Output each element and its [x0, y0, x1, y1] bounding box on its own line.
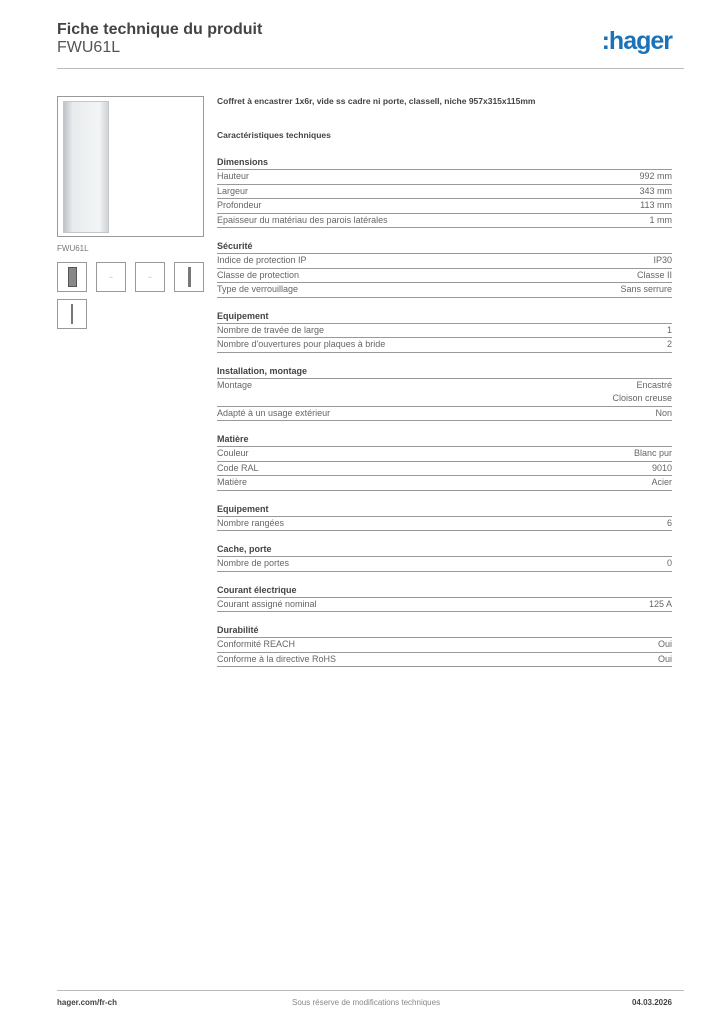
spec-label: Type de verrouillage [217, 284, 299, 294]
spec-value: 113 mm [640, 200, 672, 210]
spec-label: Adapté à un usage extérieur [217, 407, 331, 418]
spec-value: Classe II [636, 269, 672, 280]
product-image [57, 96, 204, 237]
spec-row [217, 517, 672, 532]
spec-label: Indice de protection IP [217, 255, 307, 265]
spec-section [217, 155, 672, 228]
spec-value: Encastré Cloison creuse [612, 379, 672, 403]
spec-row [217, 185, 672, 200]
product-description: Coffret à encastrer 1x6r, vide ss cadre ni porte, classeII, niche 957x315x115mm [217, 96, 536, 106]
spec-value: 2 [666, 339, 672, 349]
spec-content [217, 96, 672, 667]
thumbnail-side-2[interactable] [57, 299, 87, 329]
spec-section [217, 309, 672, 353]
spec-value: Acier [651, 477, 672, 487]
spec-value: 1 [666, 324, 672, 335]
spec-label: Nombre de travée de large [217, 324, 325, 335]
spec-label: Couleur [217, 448, 249, 458]
spec-label: Epaisseur du matériau des parois latérales [217, 214, 388, 225]
spec-label: Largeur [217, 185, 249, 196]
spec-value: 992 mm [639, 171, 672, 181]
footer-website[interactable]: hager.com/fr-ch [57, 998, 118, 1007]
spec-label: Conforme à la directive RoHS [217, 653, 337, 664]
spec-value: 6 [666, 517, 672, 528]
thumbnail-side[interactable] [174, 262, 204, 292]
thumbnail-dimension-width[interactable]: ↔ [96, 262, 126, 292]
spec-value: 9010 [651, 462, 672, 473]
spec-label: Matière [217, 477, 248, 487]
spec-value: Sans serrure [620, 284, 672, 294]
spec-section [217, 583, 672, 613]
spec-value: Blanc pur [633, 448, 672, 458]
spec-row [217, 324, 672, 339]
section-heading: Installation, montage [217, 364, 672, 379]
spec-value: IP30 [653, 255, 672, 265]
spec-value: 0 [666, 558, 672, 568]
spec-label: Nombre d'ouvertures pour plaques à bride [217, 339, 386, 349]
section-heading: Cache, porte [217, 542, 672, 557]
spec-row [217, 557, 672, 572]
spec-row [217, 283, 672, 298]
page-title: Fiche technique du produit [57, 21, 263, 38]
spec-row [217, 476, 672, 491]
spec-section [217, 364, 672, 422]
spec-label: Montage [217, 379, 253, 390]
section-heading: Sécurité [217, 239, 672, 254]
section-heading: Equipement [217, 502, 672, 517]
spec-value: 125 A [648, 598, 672, 609]
spec-row [217, 269, 672, 284]
spec-value: Oui [657, 639, 672, 649]
spec-label: Profondeur [217, 200, 262, 210]
specs-title: Caractéristiques techniques [217, 130, 331, 140]
spec-label: Classe de protection [217, 269, 300, 280]
spec-row [217, 447, 672, 462]
spec-label: Hauteur [217, 171, 250, 181]
spec-section [217, 239, 672, 298]
spec-label: Code RAL [217, 462, 259, 473]
spec-section [217, 542, 672, 572]
spec-section [217, 623, 672, 667]
section-heading: Durabilité [217, 623, 672, 638]
section-heading: Dimensions [217, 155, 672, 170]
spec-row [217, 254, 672, 269]
spec-row [217, 638, 672, 653]
spec-section [217, 502, 672, 532]
thumbnail-front[interactable] [57, 262, 87, 292]
header-divider [57, 68, 684, 69]
footer-date: 04.03.2026 [631, 998, 672, 1007]
spec-row [217, 407, 672, 422]
spec-row [217, 653, 672, 668]
section-heading: Courant électrique [217, 583, 672, 598]
spec-label: Conformité REACH [217, 639, 296, 649]
spec-label: Nombre de portes [217, 558, 290, 568]
thumbnail-dimension-depth[interactable]: ↔ [135, 262, 165, 292]
spec-value: Non [655, 407, 672, 418]
spec-row [217, 338, 672, 353]
section-heading: Equipement [217, 309, 672, 324]
footer-note: Sous réserve de modifications techniques [292, 998, 441, 1007]
spec-value: 343 mm [639, 185, 672, 196]
cabinet-picture [63, 101, 109, 233]
spec-section [217, 432, 672, 491]
spec-label: Courant assigné nominal [217, 598, 317, 609]
spec-row [217, 379, 672, 407]
spec-label: Nombre rangées [217, 517, 285, 528]
section-heading: Matière [217, 432, 672, 447]
spec-row [217, 199, 672, 214]
product-reference: FWU61L [57, 39, 121, 56]
product-image-label: FWU61L [57, 244, 89, 253]
spec-row [217, 462, 672, 477]
hager-logo: :hager [601, 27, 672, 55]
spec-row [217, 598, 672, 613]
spec-row [217, 170, 672, 185]
spec-value: Oui [657, 653, 672, 664]
spec-row [217, 214, 672, 229]
footer-divider [57, 990, 684, 991]
spec-value: 1 mm [649, 214, 672, 225]
